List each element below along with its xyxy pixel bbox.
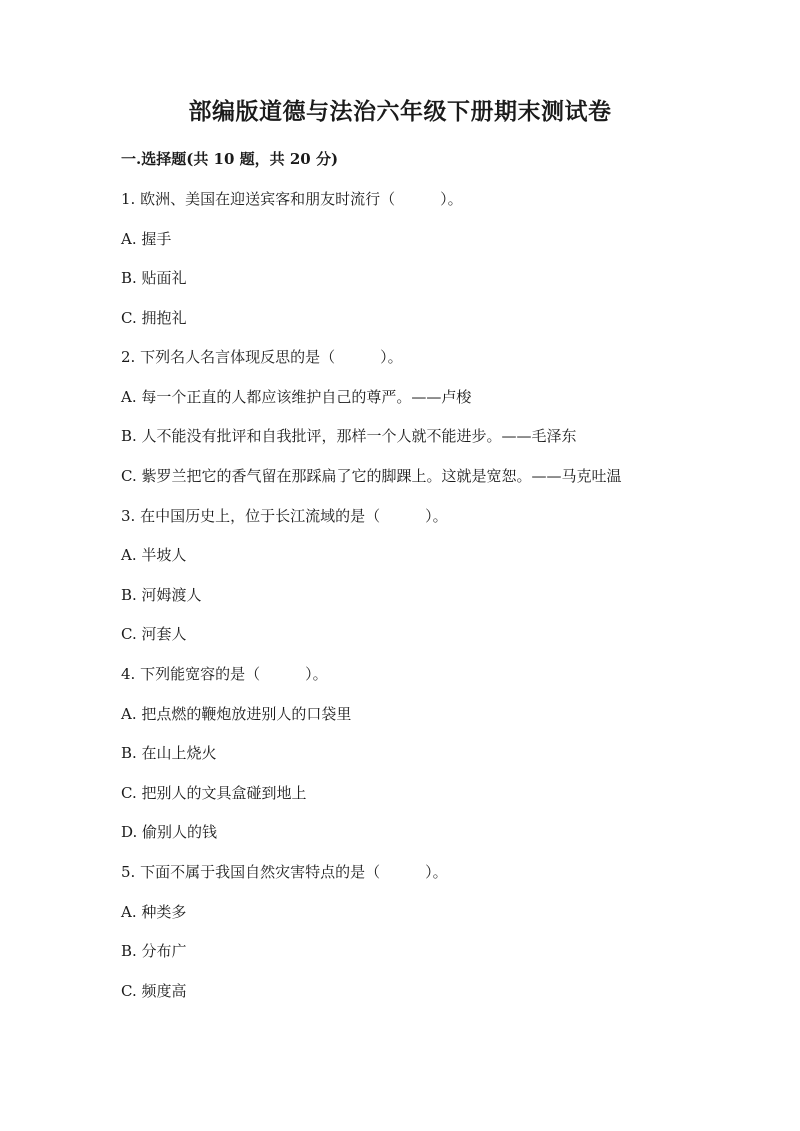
section-heading: 一.选择题(共 10 题，共 20 分) (121, 150, 339, 168)
question-5-stem: 5. 下面不属于我国自然灾害特点的是（ ）。 (121, 863, 448, 881)
question-3-option-c: C. 河套人 (121, 625, 187, 643)
question-4-option-b: B. 在山上烧火 (121, 744, 217, 762)
question-4-stem: 4. 下列能宽容的是（ ）。 (121, 665, 328, 683)
question-2-option-b: B. 人不能没有批评和自我批评，那样一个人就不能进步。——毛泽东 (121, 427, 577, 445)
question-2-option-a: A. 每一个正直的人都应该维护自己的尊严。——卢梭 (121, 388, 472, 406)
question-3-option-b: B. 河姆渡人 (121, 586, 202, 604)
page-title: 部编版道德与法治六年级下册期末测试卷 (188, 98, 612, 125)
question-4-option-d: D. 偷别人的钱 (121, 823, 218, 841)
question-1-option-c: C. 拥抱礼 (121, 309, 187, 327)
question-5-option-a: A. 种类多 (121, 903, 187, 921)
question-2-option-c: C. 紫罗兰把它的香气留在那踩扁了它的脚踝上。这就是宽恕。——马克吐温 (121, 467, 622, 485)
question-2-stem: 2. 下列名人名言体现反思的是（ ）。 (121, 348, 403, 366)
question-4-option-c: C. 把别人的文具盒碰到地上 (121, 784, 307, 802)
question-5-option-c: C. 频度高 (121, 982, 187, 1000)
question-5-option-b: B. 分布广 (121, 942, 187, 960)
question-1-option-b: B. 贴面礼 (121, 269, 187, 287)
question-3-option-a: A. 半坡人 (121, 546, 187, 564)
question-3-stem: 3. 在中国历史上，位于长江流域的是（ ）。 (121, 507, 448, 525)
question-1-stem: 1. 欧洲、美国在迎送宾客和朋友时流行（ ）。 (121, 190, 463, 208)
question-1-option-a: A. 握手 (121, 230, 172, 248)
question-4-option-a: A. 把点燃的鞭炮放进别人的口袋里 (121, 705, 352, 723)
